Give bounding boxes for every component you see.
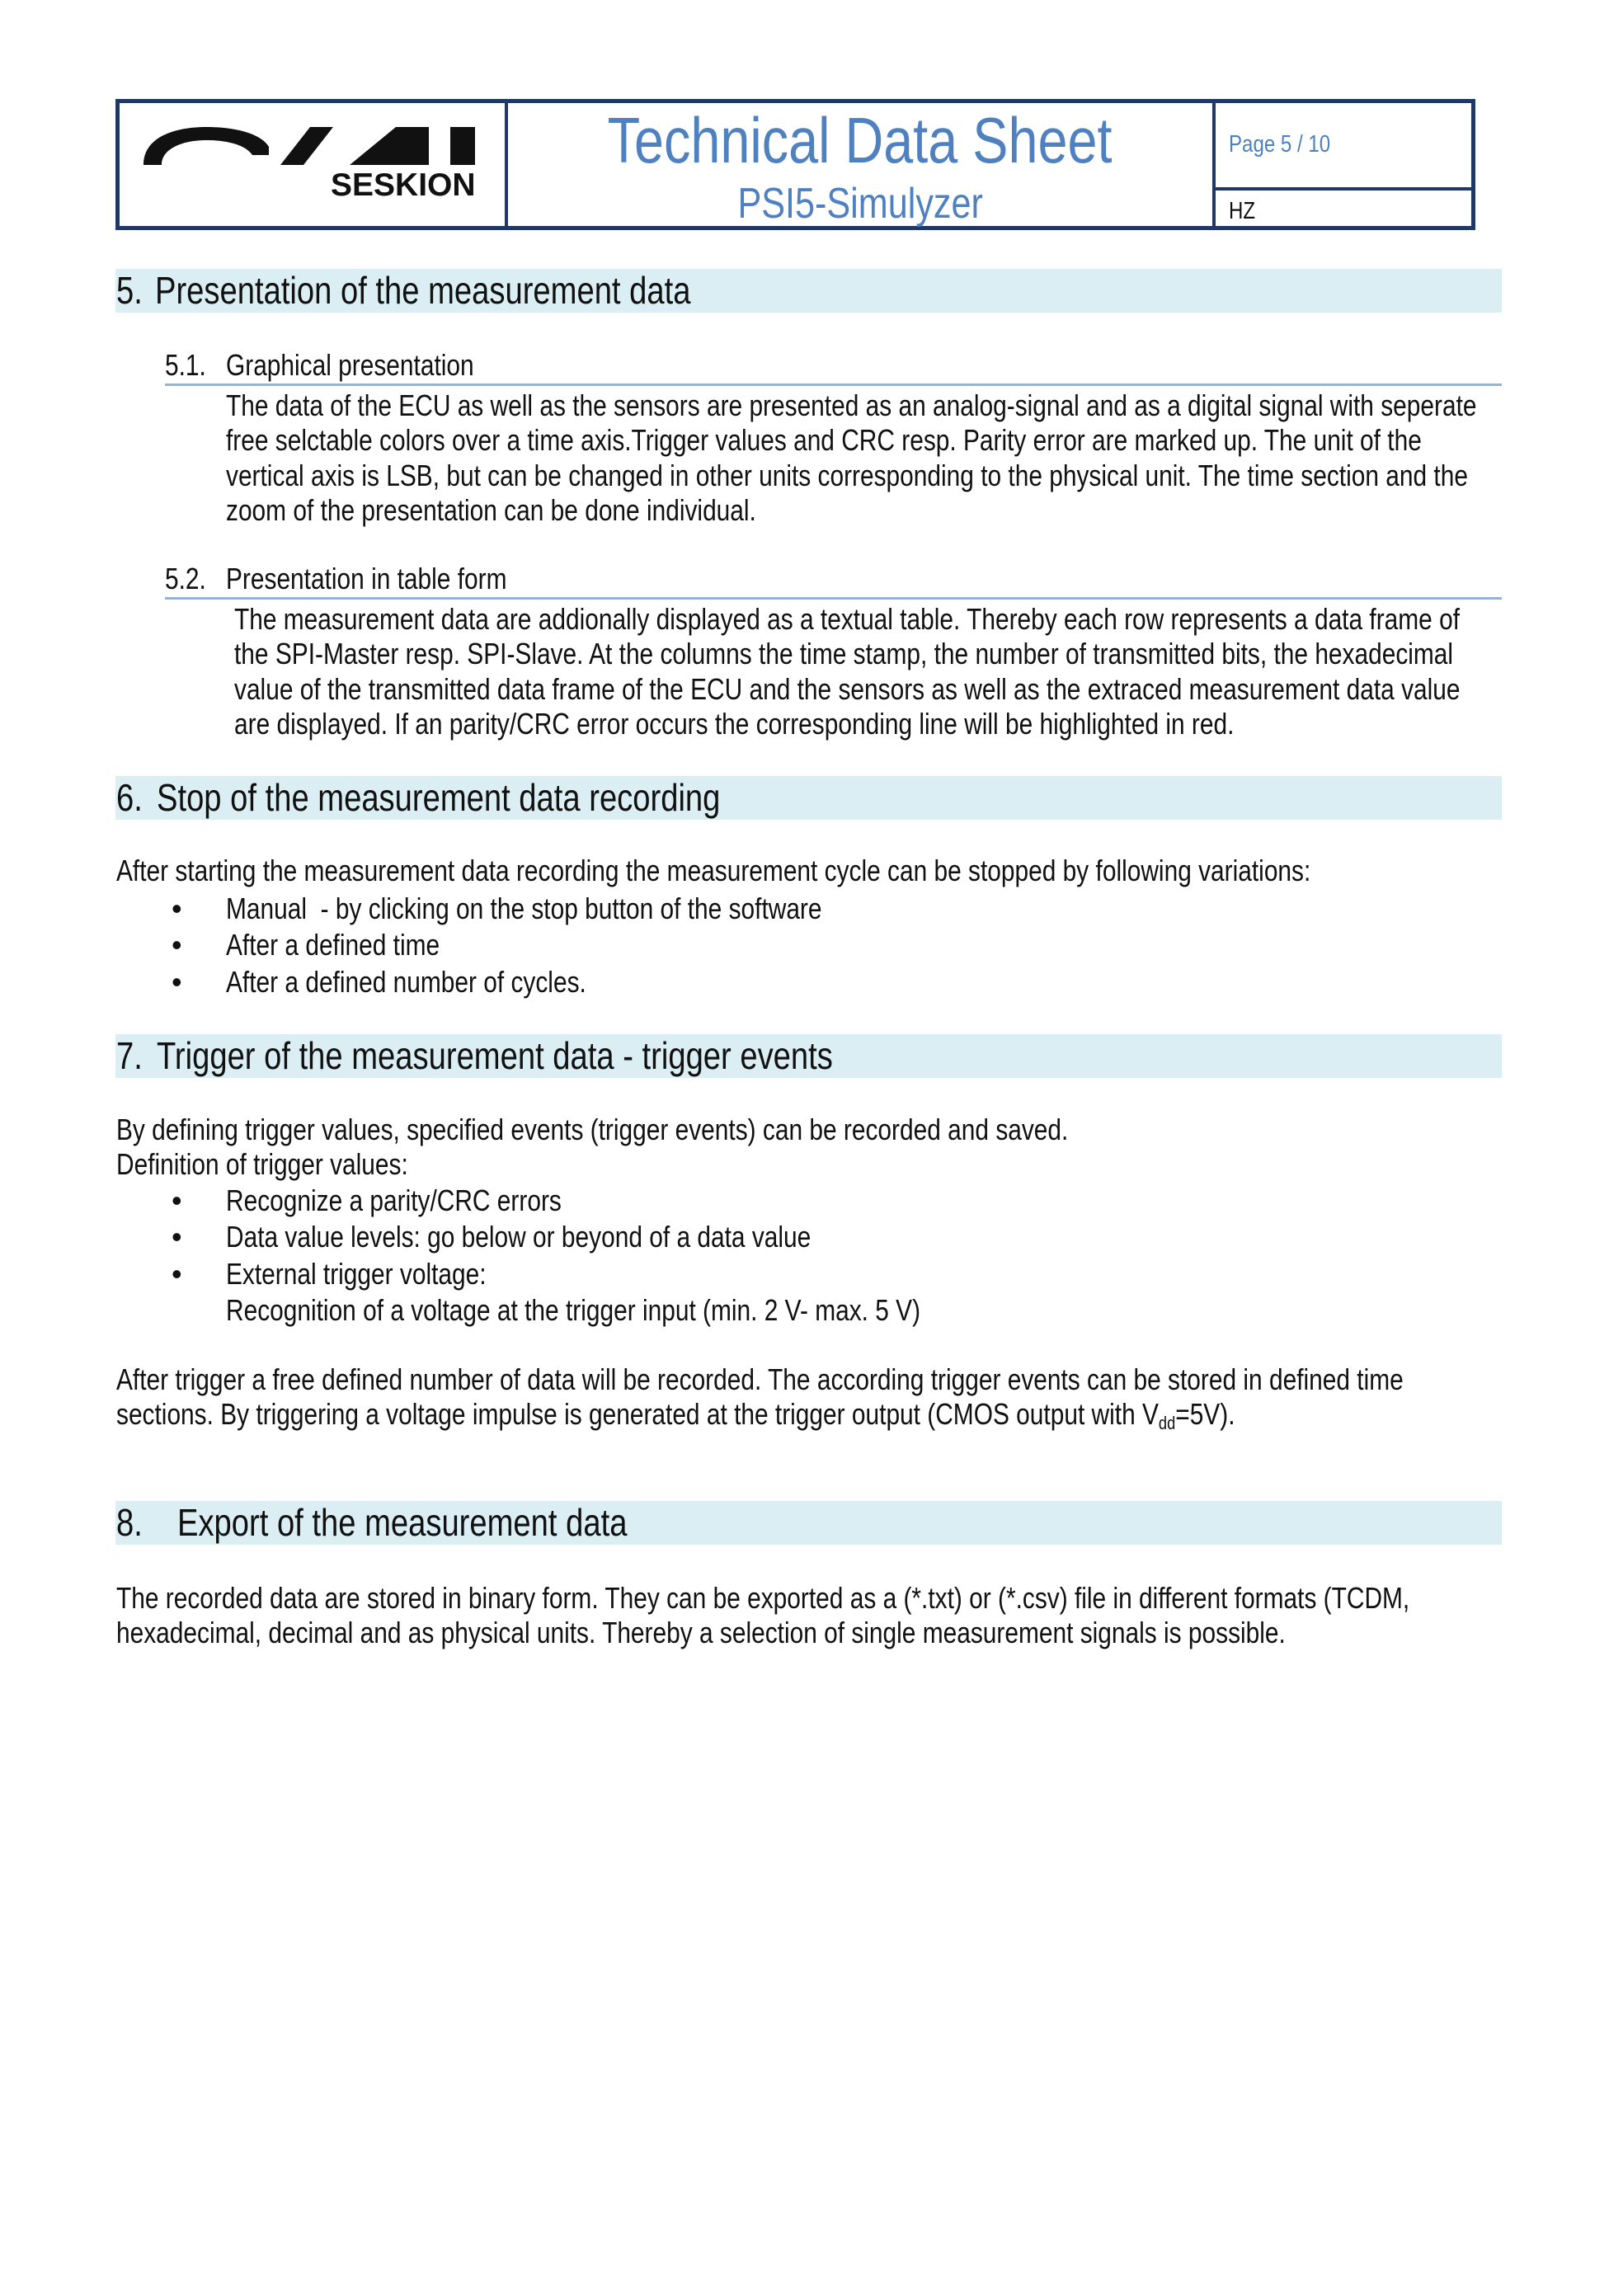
subsection-heading-5-1: [165, 347, 1502, 386]
section-number: 7.: [116, 1034, 143, 1077]
text-line: After starting the measurement data recording the measurement cycle can be stopped by following variations:: [116, 854, 1311, 887]
section-heading: [115, 269, 1502, 313]
text-line: The recorded data are stored in binary form. They can be exported as a (*.txt) or (*.csv) file in different formats (TCDM,: [116, 1581, 1410, 1615]
header-table: [115, 99, 1475, 230]
logo-arch-shape: [143, 127, 269, 165]
list-item-text: After a defined number of cycles.: [226, 964, 586, 999]
title-cell: [508, 103, 1212, 226]
list-item: [172, 1183, 1496, 1219]
section-title: Presentation of the measurement data: [155, 269, 691, 312]
text-line: [116, 1397, 1235, 1433]
section-number: 6.: [116, 776, 143, 819]
section-heading: [115, 776, 1502, 820]
header-divider-meta: [1214, 187, 1471, 191]
bullet-icon: •: [172, 1256, 182, 1291]
logo-wedge-shape: [350, 127, 429, 165]
text-segment: =5V).: [1175, 1397, 1235, 1431]
text-line: vertical axis is LSB, but can be changed in other units corresponding to the physical unit. The time section and the: [226, 458, 1468, 492]
paragraph-trigger-intro: [116, 1113, 1386, 1182]
bullet-icon: •: [172, 1220, 182, 1254]
bullet-icon: •: [172, 964, 182, 999]
author-initials: [1229, 196, 1261, 226]
list-item-text: External trigger voltage:: [226, 1256, 487, 1291]
text-line: By defining trigger values, specified events (trigger events) can be recorded and saved.: [116, 1113, 1069, 1146]
bullet-list-stop-variations: [172, 891, 1496, 1000]
bullet-icon: •: [172, 1183, 182, 1217]
bullet-icon: •: [172, 928, 182, 962]
list-item-continuation: [226, 1292, 1496, 1329]
meta-cell: [1216, 103, 1471, 226]
logo-bar-shape: [450, 127, 475, 165]
text-line: After trigger a free defined number of data will be recorded. The according trigger events can be stored in defined time: [116, 1362, 1404, 1396]
document-subtitle-text: PSI5-Simulyzer: [737, 180, 983, 228]
section-title: Stop of the measurement data recording: [157, 776, 721, 819]
list-item: [172, 1256, 1496, 1292]
paragraph-export: [116, 1581, 1410, 1650]
section-number: 5.: [116, 269, 143, 312]
list-item: [172, 1219, 1496, 1255]
section-heading: [115, 1501, 1502, 1545]
document-title: [508, 103, 1212, 177]
text-line: value of the transmitted data frame of the ECU and the sensors as well as the extraced measurement data value: [234, 671, 1461, 706]
text-line: The measurement data are addionally displayed as a textual table. Thereby each row represents a data frame of: [234, 602, 1461, 636]
logo-wordmark: SESKION: [331, 167, 476, 203]
bullet-icon: •: [172, 892, 182, 925]
text-line: free selctable colors over a time axis.Trigger values and CRC resp. Parity error are marked up. The unit of the: [226, 423, 1422, 458]
subscript-text: dd: [1158, 1413, 1176, 1433]
text-line: the SPI-Master resp. SPI-Slave. At the columns the time stamp, the number of transmitted bits, the hexadecimal: [234, 637, 1454, 671]
list-item: [172, 964, 1496, 1000]
list-item-text: Manual - by clicking on the stop button of the software: [226, 892, 822, 925]
subsection-heading-5-2: [165, 561, 1502, 600]
text-segment: sections. By triggering a voltage impulse is generated at the trigger output (CMOS output with V: [116, 1397, 1159, 1431]
list-item: [172, 927, 1496, 963]
paragraph-stop-intro: [116, 854, 1386, 888]
text-line: hexadecimal, decimal and as physical units. Thereby a selection of single measurement signals is possible.: [116, 1616, 1286, 1649]
bullet-list-trigger-values: [172, 1183, 1496, 1329]
paragraph-table-presentation: [234, 602, 1504, 742]
document-subtitle: [508, 180, 1212, 228]
section-number: 8.: [116, 1501, 143, 1544]
subsection-number: 5.1.: [165, 348, 206, 382]
page-number-text: Page 5 / 10: [1229, 131, 1331, 158]
author-initials-text: HZ: [1229, 198, 1256, 224]
section-heading: [115, 1034, 1502, 1078]
subsection-title: Graphical presentation: [226, 348, 474, 382]
document-title-text: Technical Data Sheet: [608, 104, 1113, 176]
text-line: are displayed. If an parity/CRC error occurs the corresponding line will be highlighted in red.: [234, 707, 1235, 741]
logo-cell: [120, 103, 505, 226]
list-item-text: Data value levels: go below or beyond of a data value: [226, 1220, 812, 1254]
list-item-text: Recognition of a voltage at the trigger input (min. 2 V- max. 5 V): [226, 1292, 921, 1327]
list-item: [172, 891, 1496, 927]
section-title: Export of the measurement data: [177, 1501, 628, 1544]
paragraph-graphical-presentation: [226, 388, 1496, 529]
section-title: Trigger of the measurement data - trigger events: [157, 1034, 833, 1077]
text-line: Definition of trigger values:: [116, 1147, 408, 1181]
seskion-logo-graphic: [115, 99, 506, 230]
subsection-number: 5.2.: [165, 562, 206, 595]
page-number: [1229, 128, 1351, 161]
subsection-title: Presentation in table form: [226, 562, 507, 595]
paragraph-trigger-output: [116, 1362, 1404, 1433]
text-line: The data of the ECU as well as the sensors are presented as an analog-signal and as a digital signal with seperate: [226, 388, 1477, 422]
logo-slash-shape: [280, 127, 333, 165]
list-item-text: Recognize a parity/CRC errors: [226, 1183, 562, 1217]
text-line: zoom of the presentation can be done individual.: [226, 493, 756, 528]
list-item-text: After a defined time: [226, 928, 440, 962]
